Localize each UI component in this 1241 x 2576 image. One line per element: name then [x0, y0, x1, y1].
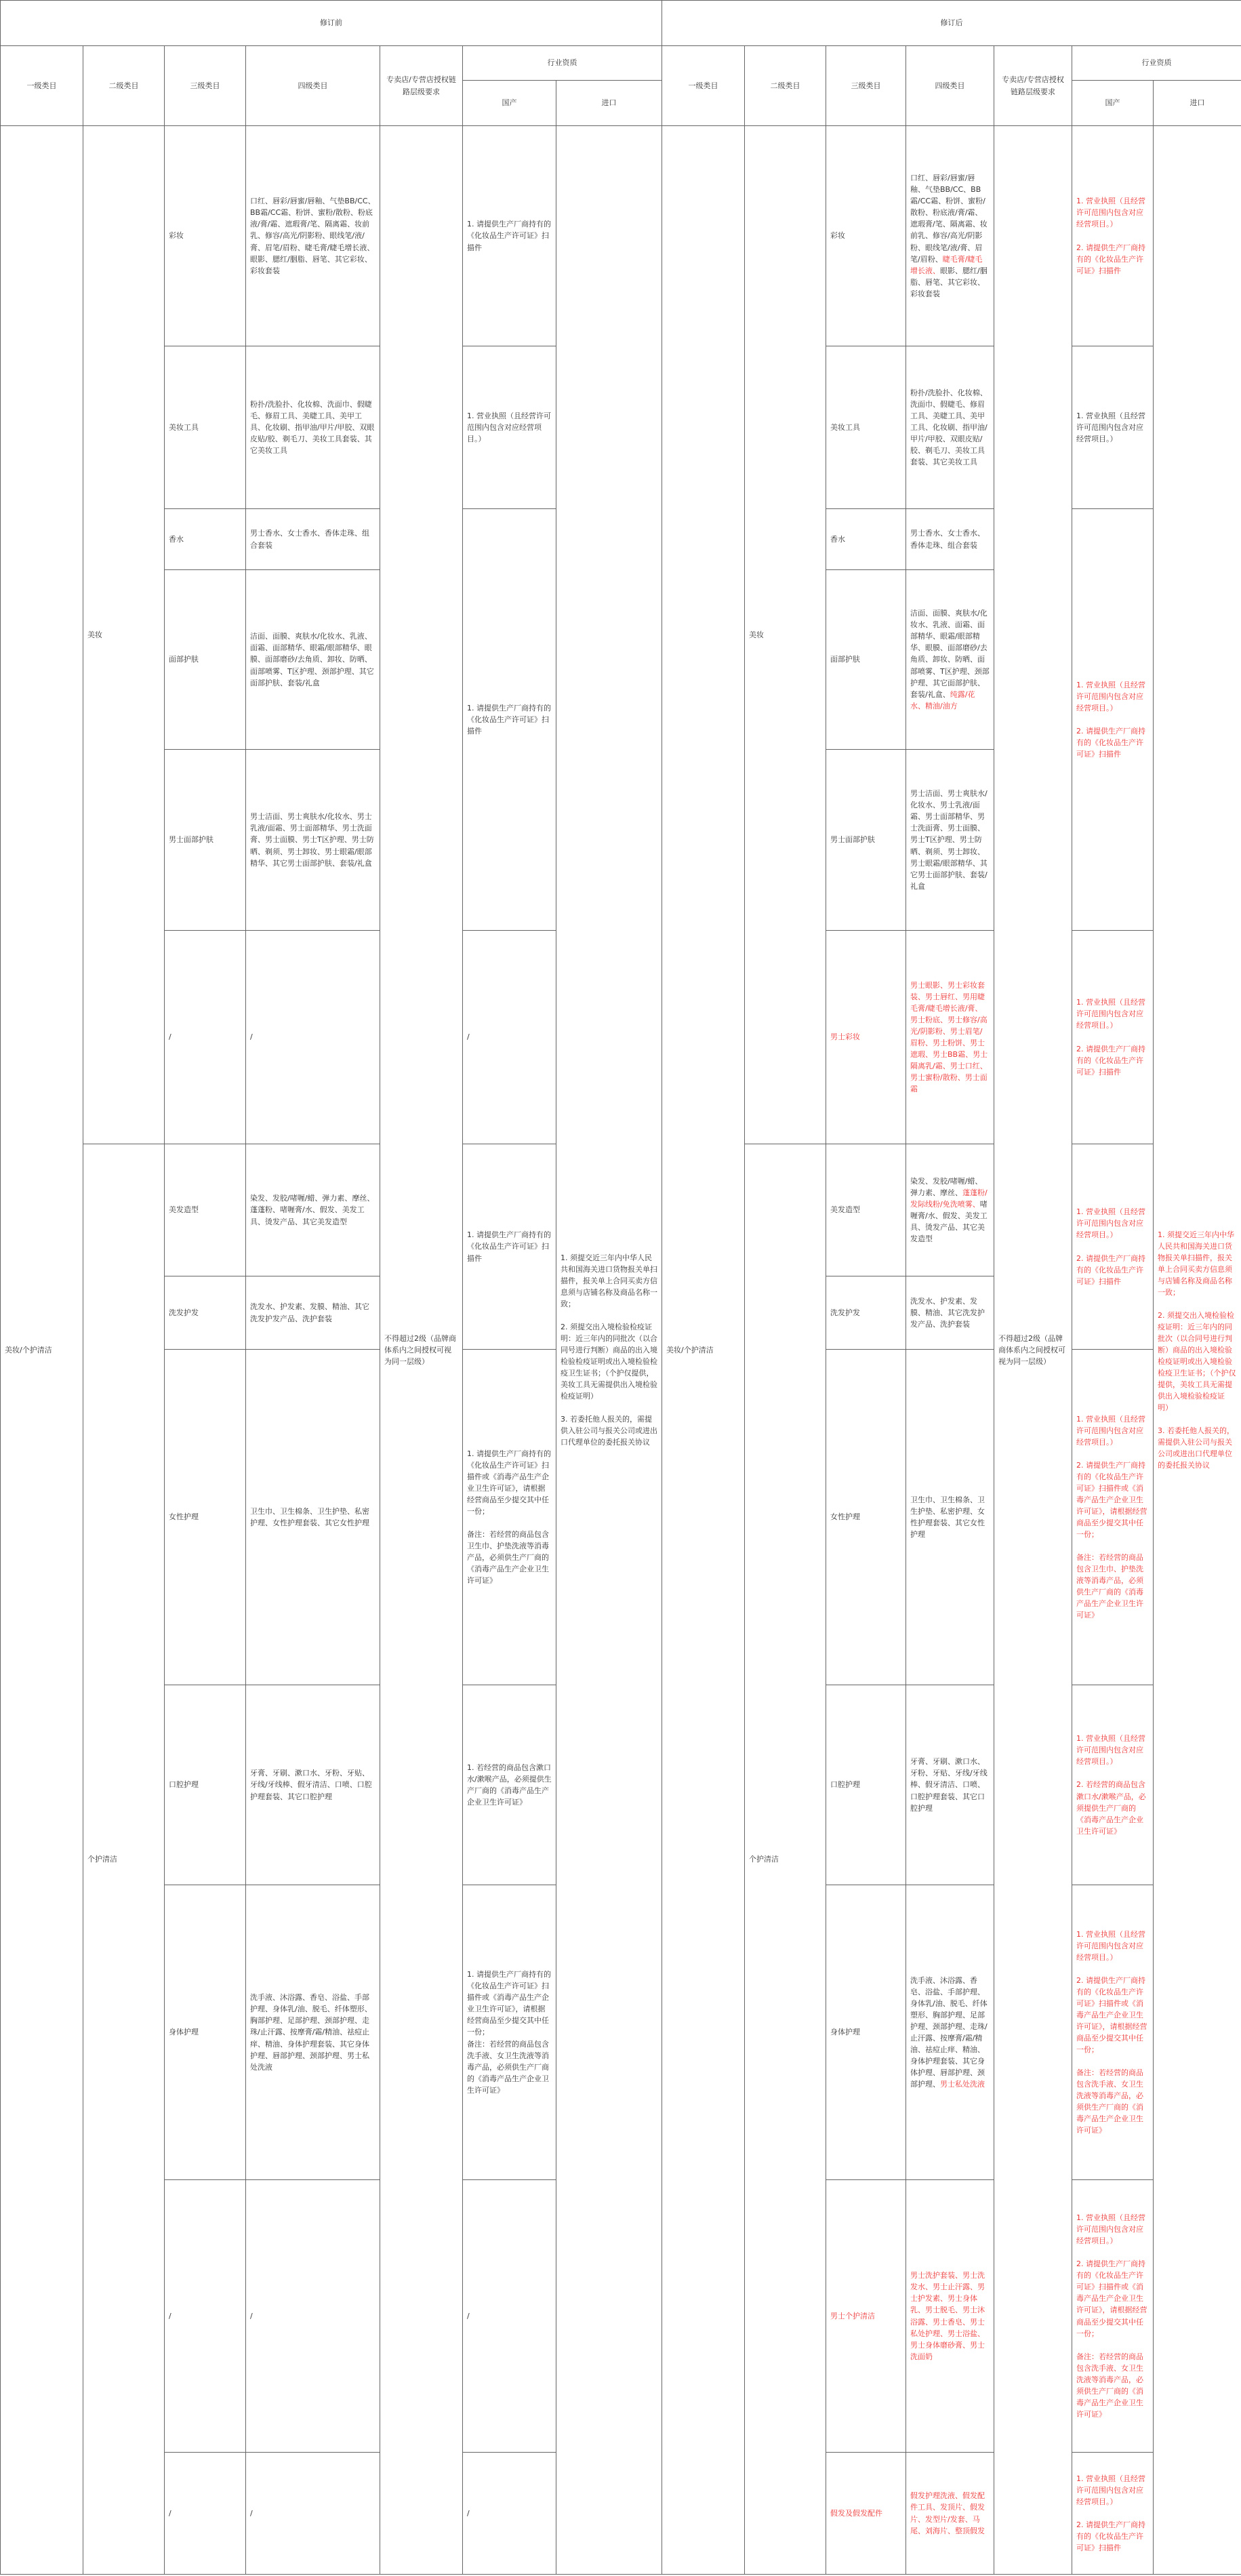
after-level3: 男士彩妆 [826, 931, 906, 1144]
before-level3: / [165, 931, 246, 1144]
before-level3: 口腔护理 [165, 1685, 246, 1885]
before-domestic: 1. 若经营的商品包含漱口水/漱喉产品，必须提供生产厂商的《消毒产品生产企业卫生许可证》 [463, 1685, 556, 1885]
before-domestic: / [463, 2180, 556, 2453]
before-level4: / [246, 2180, 380, 2453]
before-level2-makeup: 美妆 [83, 126, 165, 1144]
after-level3: 香水 [826, 509, 906, 570]
before-level3: 男士面部护肤 [165, 750, 246, 931]
after-domestic: 1. 营业执照（且经营许可范围内包含对应经营项目。） 2. 请提供生产厂商持有的《化妆品生产许可证》扫描件 [1072, 931, 1154, 1144]
header-domestic: 国产 [463, 81, 556, 126]
after-level4: 粉扑/洗脸扑、化妆棉、洗面巾、假睫毛、修眉工具、美睫工具、美甲工具、化妆刷、指甲油/甲片/甲胶、双眼皮贴/胶、剃毛刀、美妆工具套装、其它美妆工具 [906, 346, 994, 509]
before-level4: 洁面、面膜、爽肤水/化妆水、乳液、面霜、面部精华、眼霜/眼部精华、眼膜、面部磨砂/去角质、卸妆、防晒、面部喷雾、T区护理、颈部护理、其它面部护肤、套装/礼盒 [246, 570, 380, 750]
after-level4: 口红、唇彩/唇蜜/唇釉、气垫BB/CC、BB霜/CC霜、粉饼、蜜粉/散粉、粉底液/膏/霜、遮瑕膏/笔、隔离霜、妆前乳、修容/高光/阴影粉、眼线笔/液/膏、眉笔/眉粉、睫毛膏/睫毛增长液、眼影、腮红/胭脂、唇笔、其它彩妆、彩妆套装 [906, 126, 994, 346]
before-level1: 美妆/个护清洁 [1, 126, 83, 2575]
header-level2: 二级类目 [83, 46, 165, 126]
before-title: 修订前 [1, 1, 662, 46]
after-level4: 男士眼影、男士彩妆套装、男士唇红、男用睫毛膏/睫毛增长液/膏、男士粉底、男士修容/高光/阴影粉、男士眉笔/眉粉、男士粉饼、男士遮瑕、男士BB霜、男士隔离乳/霜、男士口红、男士蜜粉/散粉、男士面霜 [906, 931, 994, 1144]
after-domestic: 1. 营业执照（且经营许可范围内包含对应经营项目。） 2. 若经营的商品包含漱口水/漱喉产品，必须提供生产厂商的《消毒产品生产企业卫生许可证》 [1072, 1685, 1154, 1885]
before-level4: 男士洁面、男士爽肤水/化妆水、男士乳液/面霜、男士面部精华、男士洗面膏、男士面膜、男士T区护理、男士防晒、剃须、男士卸妆、男士眼霜/眼部精华、其它男士面部护肤、套装/礼盒 [246, 750, 380, 931]
before-domestic: 1. 请提供生产厂商持有的《化妆品生产许可证》扫描件 [463, 1144, 556, 1350]
before-import-requirement: 1. 须提交近三年内中华人民共和国海关进口货物报关单扫描件，报关单上合同买卖方信息须与店铺名称及商品名称一致； 2. 须提交出入境检验检疫证明：近三年内的同批次（以合同号进行判断）商品的出入境检验检疫证明或出入境检验检疫卫生证书；（个护仅提供，美妆工具无需提供出入境检验检疫证明） 3. 若委托他人报关的，需提供入驻公司与报关公司或进出口代理单位的委托报关协议 [556, 126, 662, 2575]
header-store: 专卖店/专营店授权链路层级要求 [380, 46, 463, 126]
before-level4: / [246, 2453, 380, 2575]
after-level4: 卫生巾、卫生棉条、卫生护垫、私密护理、女性护理套装、其它女性护理 [906, 1350, 994, 1685]
after-domestic: 1. 营业执照（且经营许可范围内包含对应经营项目。） 2. 请提供生产厂商持有的《化妆品生产许可证》扫描件 [1072, 509, 1154, 931]
after-level3: 洗发护发 [826, 1276, 906, 1350]
header-level1: 一级类目 [1, 46, 83, 126]
before-level4: 男士香水、女士香水、香体走珠、组合套装 [246, 509, 380, 570]
after-level3: 彩妆 [826, 126, 906, 346]
after-level4: 男士洁面、男士爽肤水/化妆水、男士乳液/面霜、男士面部精华、男士洗面膏、男士面膜、男士T区护理、男士防晒、剃须、男士卸妆、男士眼霜/眼部精华、其它男士面部护肤、套装/礼盒 [906, 750, 994, 931]
header-level3: 三级类目 [826, 46, 906, 126]
after-level3: 面部护肤 [826, 570, 906, 750]
before-store-requirement: 不得超过2级（品牌商体系内之间授权可视为同一层级） [380, 126, 463, 2575]
header-level3: 三级类目 [165, 46, 246, 126]
before-level4: 洗发水、护发素、发膜、精油、其它洗发护发产品、洗护套装 [246, 1276, 380, 1350]
header-store: 专卖店/专营店授权链路层级要求 [994, 46, 1072, 126]
before-level3: 面部护肤 [165, 570, 246, 750]
before-level3: 女性护理 [165, 1350, 246, 1685]
before-level3: 彩妆 [165, 126, 246, 346]
after-level3: 美发造型 [826, 1144, 906, 1276]
before-domestic: 1. 营业执照（且经营许可范围内包含对应经营项目。） [463, 346, 556, 509]
before-level4: 染发、发胶/啫喱/蜡、弹力素、摩丝、蓬蓬粉、啫喱膏/水、假发、美发工具、烫发产品、其它美发造型 [246, 1144, 380, 1276]
before-domestic: / [463, 931, 556, 1144]
header-level4: 四级类目 [246, 46, 380, 126]
after-table [662, 0, 1241, 2575]
header-industry: 行业资质 [1072, 46, 1241, 81]
before-level4: 口红、唇彩/唇蜜/唇釉、气垫BB/CC、BB霜/CC霜、粉饼、蜜粉/散粉、粉底液/膏/霜、遮瑕膏/笔、隔离霜、妆前乳、修容/高光/阴影粉、眼线笔/液/膏、眉笔/眉粉、睫毛膏/睫毛增长液、眼影、腮红/胭脂、唇笔、其它彩妆、彩妆套装 [246, 126, 380, 346]
after-domestic: 1. 营业执照（且经营许可范围内包含对应经营项目。） [1072, 346, 1154, 509]
header-import: 进口 [1154, 81, 1241, 126]
before-level3: 洗发护发 [165, 1276, 246, 1350]
before-level4: 洗手液、沐浴露、香皂、浴盐、手部护理、身体乳/油、脱毛、纤体塑形、胸部护理、足部护理、颈部护理、走珠/止汗露、按摩膏/霜/精油、祛痘止痒、精油、身体护理套装、其它身体护理、唇部护理、颈部护理、男士私处洗液 [246, 1885, 380, 2180]
after-level4: 洗手液、沐浴露、香皂、浴盐、手部护理、身体乳/油、脱毛、纤体塑形、胸部护理、足部护理、颈部护理、走珠/止汗露、按摩膏/霜/精油、祛痘止痒、精油、身体护理套装、其它身体护理、唇部护理、颈部护理、男士私处洗液 [906, 1885, 994, 2180]
header-level1: 一级类目 [662, 46, 745, 126]
before-level3: 美妆工具 [165, 346, 246, 509]
after-level2-makeup: 美妆 [745, 126, 826, 1144]
before-level4: 牙膏、牙刷、漱口水、牙粉、牙贴、牙线/牙线棒、假牙清洁、口喷、口腔护理套装、其它口腔护理 [246, 1685, 380, 1885]
before-domestic: 1. 请提供生产厂商持有的《化妆品生产许可证》扫描件或《消毒产品生产企业卫生许可证》，请根据经营商品至少提交其中任一份； 备注：若经营的商品包含洗手液、女卫生洗液等消毒产品，必须供生产厂商的《消毒产品生产企业卫生许可证》 [463, 1885, 556, 2180]
before-level3: / [165, 2180, 246, 2453]
before-level4: 粉扑/洗脸扑、化妆棉、洗面巾、假睫毛、修眉工具、美睫工具、美甲工具、化妆刷、指甲油/甲片/甲胶、双眼皮贴/胶、剃毛刀、美妆工具套装、其它美妆工具 [246, 346, 380, 509]
before-level4: 卫生巾、卫生棉条、卫生护垫、私密护理、女性护理套装、其它女性护理 [246, 1350, 380, 1685]
after-level3: 美妆工具 [826, 346, 906, 509]
after-level3: 女性护理 [826, 1350, 906, 1685]
before-level3: 香水 [165, 509, 246, 570]
header-level4: 四级类目 [906, 46, 994, 126]
after-domestic: 1. 营业执照（且经营许可范围内包含对应经营项目。） 2. 请提供生产厂商持有的《化妆品生产许可证》扫描件或《消毒产品生产企业卫生许可证》，请根据经营商品至少提交其中任一份； 备注：若经营的商品包含洗手液、女卫生洗液等消毒产品，必须供生产厂商的《消毒产品生产企业卫生许可证》 [1072, 2180, 1154, 2453]
before-level4: / [246, 931, 380, 1144]
after-level4: 洗发水、护发素、发膜、精油、其它洗发护发产品、洗护套装 [906, 1276, 994, 1350]
after-domestic: 1. 营业执照（且经营许可范围内包含对应经营项目。） 2. 请提供生产厂商持有的《化妆品生产许可证》扫描件 [1072, 126, 1154, 346]
after-level3: 身体护理 [826, 1885, 906, 2180]
after-level4: 假发护理洗液、假发配件工具、发顶片、假发片、发型片/发套、马尾、刘海片、整顶假发 [906, 2453, 994, 2575]
after-level2-personal-care: 个护清洁 [745, 1144, 826, 2575]
after-domestic: 1. 营业执照（且经营许可范围内包含对应经营项目。） 2. 请提供生产厂商持有的《化妆品生产许可证》扫描件或《消毒产品生产企业卫生许可证》，请根据经营商品至少提交其中任一份； 备注：若经营的商品包含卫生巾、护垫洗液等消毒产品，必须供生产厂商的《消毒产品生产企业卫生许可证》 [1072, 1350, 1154, 1685]
before-level3: / [165, 2453, 246, 2575]
before-level2-personal-care: 个护清洁 [83, 1144, 165, 2575]
before-level3: 身体护理 [165, 1885, 246, 2180]
header-domestic: 国产 [1072, 81, 1154, 126]
after-level3: 假发及假发配件 [826, 2453, 906, 2575]
after-level4: 洁面、面膜、爽肤水/化妆水、乳液、面霜、面部精华、眼霜/眼部精华、眼膜、面部磨砂/去角质、卸妆、防晒、面部喷雾、T区护理、颈部护理、其它面部护肤、套装/礼盒、纯露/花水、精油/油方 [906, 570, 994, 750]
after-title: 修订后 [662, 1, 1241, 46]
after-level4: 男士洗护套装、男士洗发水、男士止汗露、男士护发素、男士身体乳、男士脱毛、男士沐浴露、男士香皂、男士私处护理、男士浴盐、男士身体磨砂膏、男士洗面奶 [906, 2180, 994, 2453]
after-level4: 男士香水、女士香水、香体走珠、组合套装 [906, 509, 994, 570]
header-industry: 行业资质 [463, 46, 662, 81]
after-domestic: 1. 营业执照（且经营许可范围内包含对应经营项目。） 2. 请提供生产厂商持有的《化妆品生产许可证》扫描件或《消毒产品生产企业卫生许可证》，请根据经营商品至少提交其中任一份； 备注：若经营的商品包含洗手液、女卫生洗液等消毒产品，必须供生产厂商的《消毒产品生产企业卫生许可证》 [1072, 1885, 1154, 2180]
after-level3: 口腔护理 [826, 1685, 906, 1885]
header-import: 进口 [556, 81, 662, 126]
after-domestic: 1. 营业执照（且经营许可范围内包含对应经营项目。） 2. 请提供生产厂商持有的《化妆品生产许可证》扫描件 [1072, 1144, 1154, 1350]
header-level2: 二级类目 [745, 46, 826, 126]
after-store-requirement: 不得超过2级（品牌商体系内之间授权可视为同一层级） [994, 126, 1072, 2575]
after-level3: 男士个护清洁 [826, 2180, 906, 2453]
before-domestic: / [463, 2453, 556, 2575]
before-domestic: 1. 请提供生产厂商持有的《化妆品生产许可证》扫描件 [463, 126, 556, 346]
after-level4: 染发、发胶/啫喱/蜡、弹力素、摩丝、蓬蓬粉/发际线粉/免洗喷雾、啫喱膏/水、假发、美发工具、烫发产品、其它美发造型 [906, 1144, 994, 1276]
after-level1: 美妆/个护清洁 [662, 126, 745, 2575]
after-level4: 牙膏、牙刷、漱口水、牙粉、牙贴、牙线/牙线棒、假牙清洁、口喷、口腔护理套装、其它口腔护理 [906, 1685, 994, 1885]
before-domestic: 1. 请提供生产厂商持有的《化妆品生产许可证》扫描件或《消毒产品生产企业卫生许可证》，请根据经营商品至少提交其中任一份； 备注：若经营的商品包含卫生巾、护垫洗液等消毒产品，必须供生产厂商的《消毒产品生产企业卫生许可证》 [463, 1350, 556, 1685]
after-level3: 男士面部护肤 [826, 750, 906, 931]
before-level3: 美发造型 [165, 1144, 246, 1276]
after-domestic: 1. 营业执照（且经营许可范围内包含对应经营项目。） 2. 请提供生产厂商持有的《化妆品生产许可证》扫描件 [1072, 2453, 1154, 2575]
after-import-requirement: 1. 须提交近三年内中华人民共和国海关进口货物报关单扫描件，报关单上合同买卖方信息须与店铺名称及商品名称一致； 2. 须提交出入境检验检疫证明：近三年内的同批次（以合同号进行判断）商品的出入境检验检疫证明或出入境检验检疫卫生证书；（个护仅提供，美妆工具无需提供出入境检验检疫证明） 3. 若委托他人报关的，需提供入驻公司与报关公司或进出口代理单位的委托报关协议 [1154, 126, 1241, 2575]
before-domestic: 1. 请提供生产厂商持有的《化妆品生产许可证》扫描件 [463, 509, 556, 931]
